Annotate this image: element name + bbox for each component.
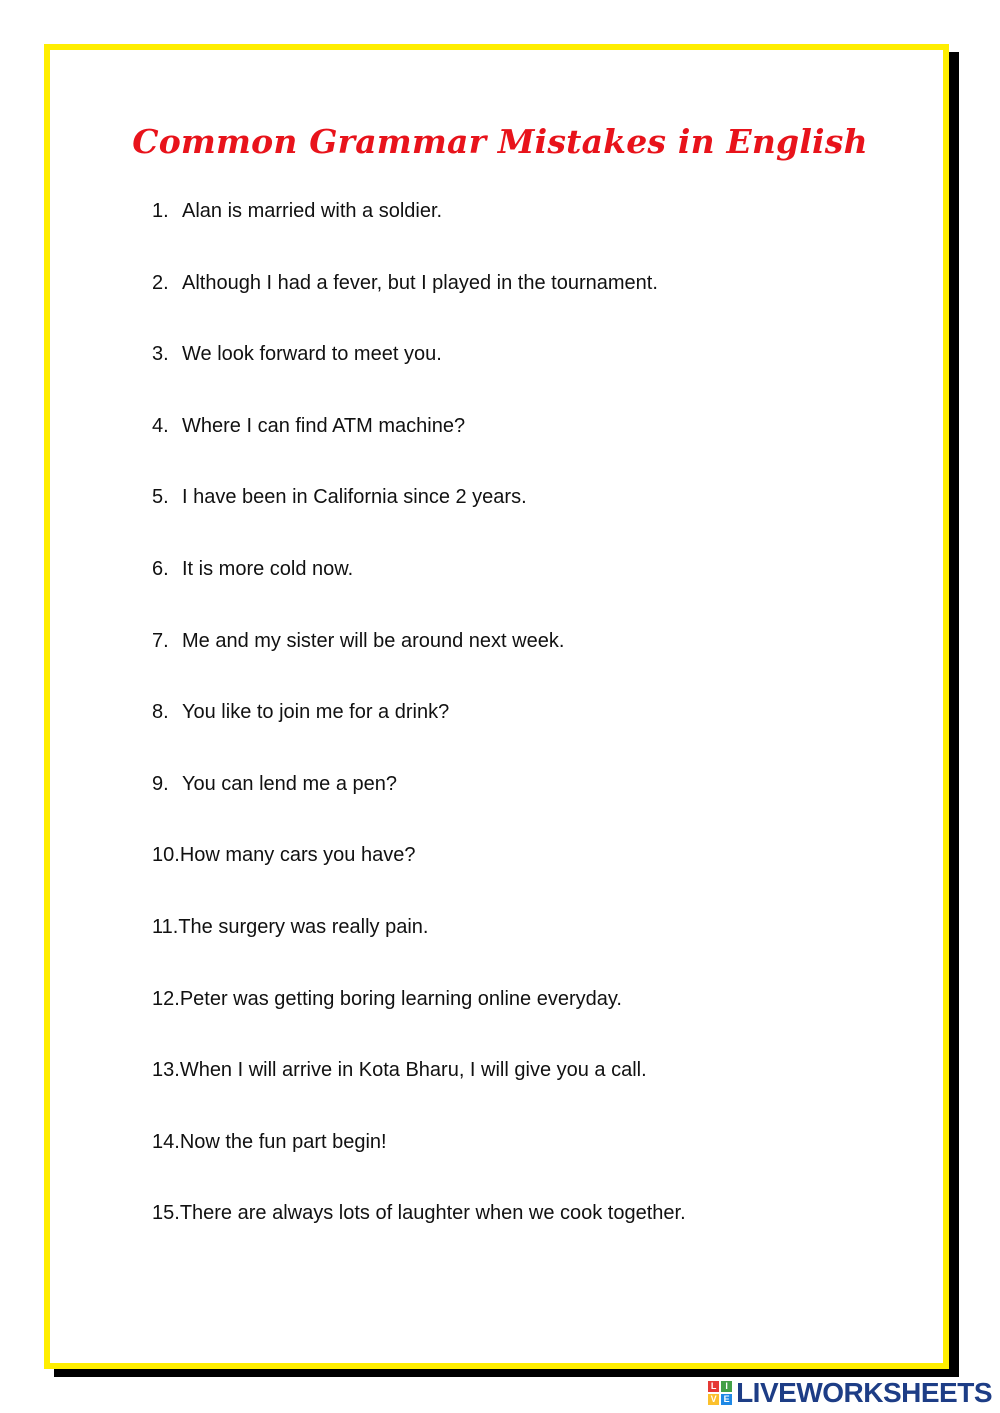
item-number: 10. [152,844,180,867]
item-text: Peter was getting boring learning online everyday. [179,987,622,1010]
list-item [152,268,686,340]
item-number: 6. [152,557,169,580]
list-item [152,1127,686,1199]
liveworksheets-footer[interactable] [708,1377,992,1409]
item-text: Where I can find ATM machine? [182,414,466,437]
item-text: Me and my sister will be around next week. [182,629,565,652]
item-text: How many cars you have? [179,844,416,867]
item-number: 2. [152,271,169,294]
list-item [152,697,686,769]
logo-letter: V [708,1394,719,1405]
list-item [152,339,686,411]
list-item [152,554,686,626]
item-text: You can lend me a pen? [182,772,397,795]
mistake-list [152,196,686,1270]
item-number: 12. [152,987,180,1010]
item-text: Alan is married with a soldier. [182,200,443,222]
list-item [152,840,686,912]
logo-letter: L [708,1381,719,1392]
list-item [152,411,686,483]
liveworksheets-logo-icon [708,1381,732,1405]
item-text: I have been in California since 2 years. [182,486,527,509]
item-number: 14. [152,1130,180,1153]
item-number: 7. [152,629,169,652]
logo-letter: E [721,1394,732,1405]
item-number: 9. [152,772,169,795]
item-number: 8. [152,701,169,724]
item-text: Now the fun part begin! [179,1130,387,1153]
list-item [152,1198,686,1270]
item-text: It is more cold now. [182,557,354,580]
list-item [152,482,686,554]
list-item [152,769,686,841]
item-text: We look forward to meet you. [182,343,442,366]
item-number: 15. [152,1202,180,1225]
logo-letter: I [721,1381,732,1392]
list-item [152,912,686,984]
list-item [152,984,686,1056]
item-text: The surgery was really pain. [178,915,429,938]
liveworksheets-brand: LIVEWORKSHEETS [736,1377,992,1408]
item-number: 11. [152,915,179,938]
item-number: 4. [152,414,169,437]
item-number: 13. [152,1059,180,1082]
worksheet-title: Common Grammar Mistakes in English [132,122,868,161]
list-item [152,196,686,268]
item-text: Although I had a fever, but I played in the tournament. [182,271,658,294]
item-text: When I will arrive in Kota Bharu, I will give you a call. [179,1059,647,1082]
item-number: 1. [152,200,169,222]
list-item [152,1055,686,1127]
item-number: 5. [152,486,169,509]
list-item [152,626,686,698]
item-text: You like to join me for a drink? [182,701,450,724]
item-text: There are always lots of laughter when we cook together. [179,1202,686,1225]
item-number: 3. [152,343,169,366]
